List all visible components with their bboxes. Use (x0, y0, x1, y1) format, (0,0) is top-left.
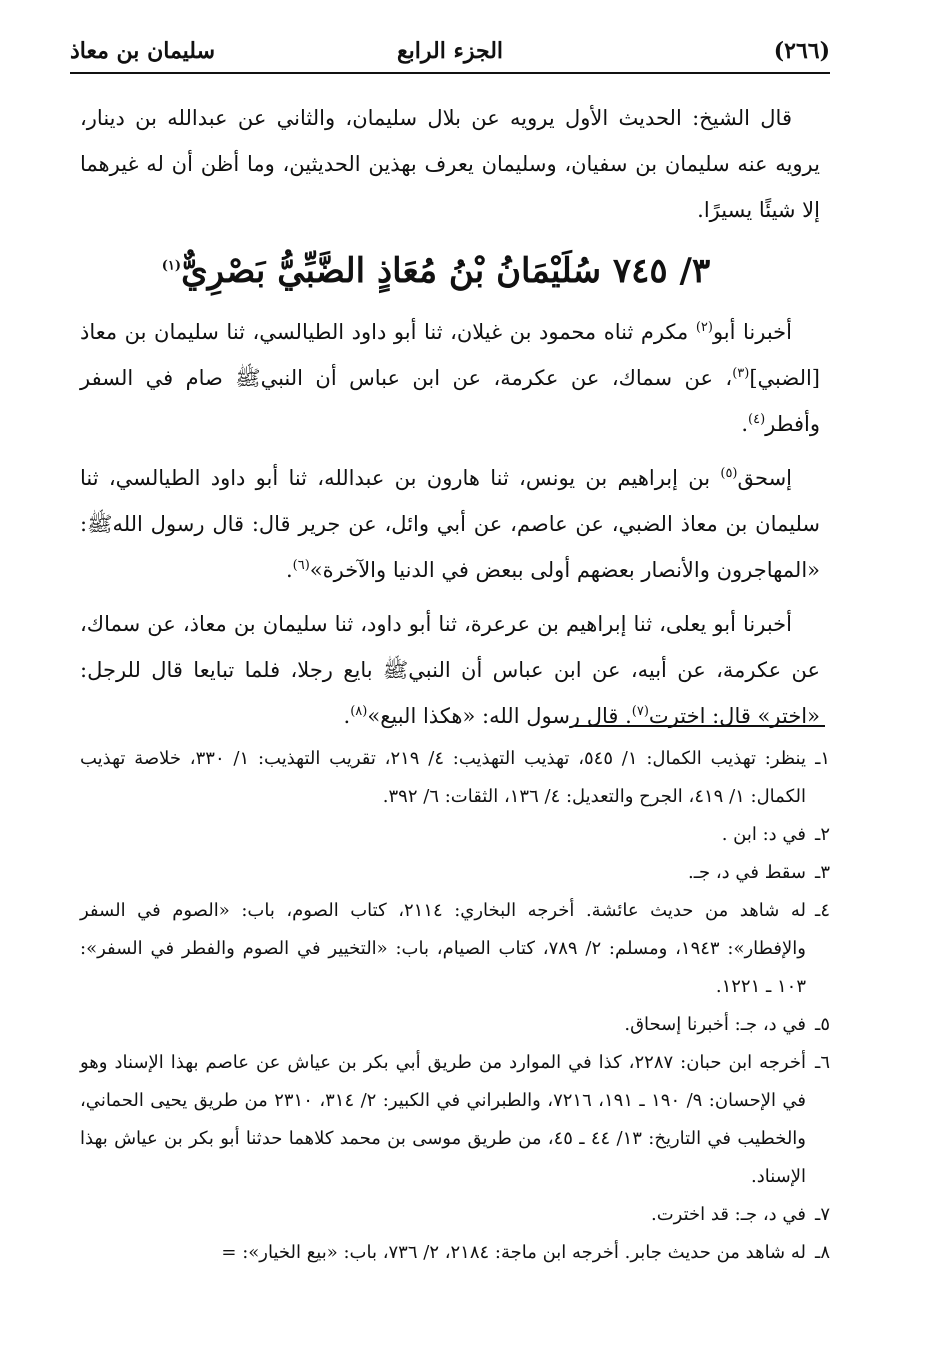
footnote-text: سقط في د، جـ. (688, 862, 806, 883)
text-run: . (343, 704, 351, 728)
footnote (80, 892, 830, 1006)
footnote (80, 854, 830, 892)
footnote-ref: (٣) (732, 366, 750, 381)
footnote-ref: (٢) (695, 320, 713, 335)
footnote-number: ٨ـ (815, 1242, 830, 1263)
paragraph-1: قال الشيخ: الحديث الأول يرويه عن بلال سليمان، والثاني عن عبدالله بن دينار، يرويه عنه سليمان بن سفيان، وسليمان يعرف بهذين الحديثين، وما أظن أن له غيرهما إلا شيئًا يسيرًا. (80, 106, 820, 222)
footnote (80, 740, 830, 816)
volume-title: الجزء الرابع (396, 38, 504, 64)
paragraph-2 (80, 309, 820, 447)
footnote-number: ٢ـ (815, 824, 830, 845)
footnote-number: ١ـ (815, 748, 831, 769)
footnote-text: له شاهد من حديث جابر. أخرجه ابن ماجة: ٢١٨٤، ٢/ ٧٣٦، باب: «بيع الخيار»: = (221, 1242, 806, 1263)
text-run: . قال رسول الله: «هكذا البيع» (367, 704, 632, 728)
footnote-number: ٤ـ (815, 900, 830, 921)
footnote-ref: (٤) (748, 412, 766, 427)
footnote-text: في د، جـ: قد اخترت. (651, 1204, 806, 1225)
footnote (80, 1006, 830, 1044)
text-run: . (741, 412, 749, 436)
footnote-number: ٣ـ (815, 862, 830, 883)
footnote-text: في د: ابن . (721, 824, 806, 845)
footnote-ref: (١) (161, 258, 182, 274)
footnote-text: في د، جـ: أخبرنا إسحاق. (624, 1014, 806, 1035)
paragraph-4 (80, 601, 820, 739)
page-number: (٢٦٦) (773, 38, 830, 64)
footnote-ref: (٧) (631, 704, 649, 719)
running-title: سليمان بن معاذ (70, 38, 216, 64)
text-run: إسحق (737, 466, 792, 490)
entry-heading-text: ٣/ ٧٤٥ سُلَيْمَانُ بْنُ مُعَاذٍ الضَّبِّيُّ بَصْرِيٌّ (181, 251, 711, 291)
entry-heading (80, 241, 820, 301)
footnote-number: ٦ـ (815, 1052, 830, 1073)
footnote-ref: (٨) (350, 704, 368, 719)
header-rule (70, 72, 830, 74)
text-run: بن إبراهيم بن يونس، ثنا هارون بن عبدالله، ثنا أبو داود الطيالسي، ثنا سليمان بن معاذ الضبي، عن عاصم، عن أبي وائل، عن جرير قال: قال رسول اللهﷺ: «المهاجرون والأنصار بعضهم أولى ببعض في الدنيا والآخرة» (80, 466, 820, 582)
paragraph-3 (80, 455, 820, 593)
text-run: أخبرنا أبو يعلى، ثنا إبراهيم بن عرعرة، ثنا أبو داود، ثنا سليمان بن معاذ، عن سماك، عن عكرمة، عن أبيه، عن ابن عباس أن النبيﷺ بايع رجلا، فلما تبايعا قال للرجل: «اختر» قال: اخترت (80, 612, 820, 728)
footnote-number: ٧ـ (815, 1204, 830, 1225)
footnote-separator (575, 725, 825, 727)
main-text (80, 95, 820, 747)
footnote (80, 1196, 830, 1234)
page-header (70, 30, 830, 70)
footnote-ref: (٦) (292, 558, 310, 573)
footnote-text: له شاهد من حديث عائشة. أخرجه البخاري: ٢١١٤، كتاب الصوم، باب: «الصوم في السفر والإفطار»: ١٩٤٣، ومسلم: ٢/ ٧٨٩، كتاب الصيام، باب: «التخيير في الصوم والفطر في السفر»: ١٠٣ ـ ١٢٢١. (80, 900, 806, 997)
text-run: . (285, 558, 293, 582)
text-run: مكرم ثناه محمود بن غيلان، ثنا أبو داود الطيالسي، ثنا سليمان بن معاذ [الضبي] (80, 320, 820, 390)
footnote-ref: (٥) (720, 466, 738, 481)
footnotes (80, 740, 830, 1272)
footnote-number: ٥ـ (815, 1014, 830, 1035)
footnote (80, 1234, 830, 1272)
footnote (80, 816, 830, 854)
footnote (80, 1044, 830, 1196)
footnote-text: ينظر: تهذيب الكمال: ١/ ٥٤٥، تهذيب التهذيب: ٤/ ٢١٩، تقريب التهذيب: ١/ ٣٣٠، خلاصة تهذيب الكمال: ١/ ٤١٩، الجرح والتعديل: ٤/ ١٣٦، الثقات: ٦/ ٣٩٢. (80, 748, 807, 807)
text-run: ، عن سماك، عن عكرمة، عن ابن عباس أن النبيﷺ صام في السفر وأفطر (80, 366, 820, 436)
footnote-text: أخرجه ابن حبان: ٢٢٨٧، كذا في الموارد من طريق أبي بكر بن عياش عن عاصم بهذا الإسناد وهو في الإحسان: ٩/ ١٩٠ ـ ١٩١، ٧٢١٦، والطبراني في الكبير: ٢/ ٣١٤، ٢٣١٠ من طريق يحيى الحماني، والخطيب في التاريخ: ١٣/ ٤٤ ـ ٤٥، من طريق موسى بن محمد كلاهما حدثنا أبو بكر بن عياش بهذا الإسناد. (80, 1052, 807, 1187)
text-run: أخبرنا أبو (712, 320, 793, 344)
